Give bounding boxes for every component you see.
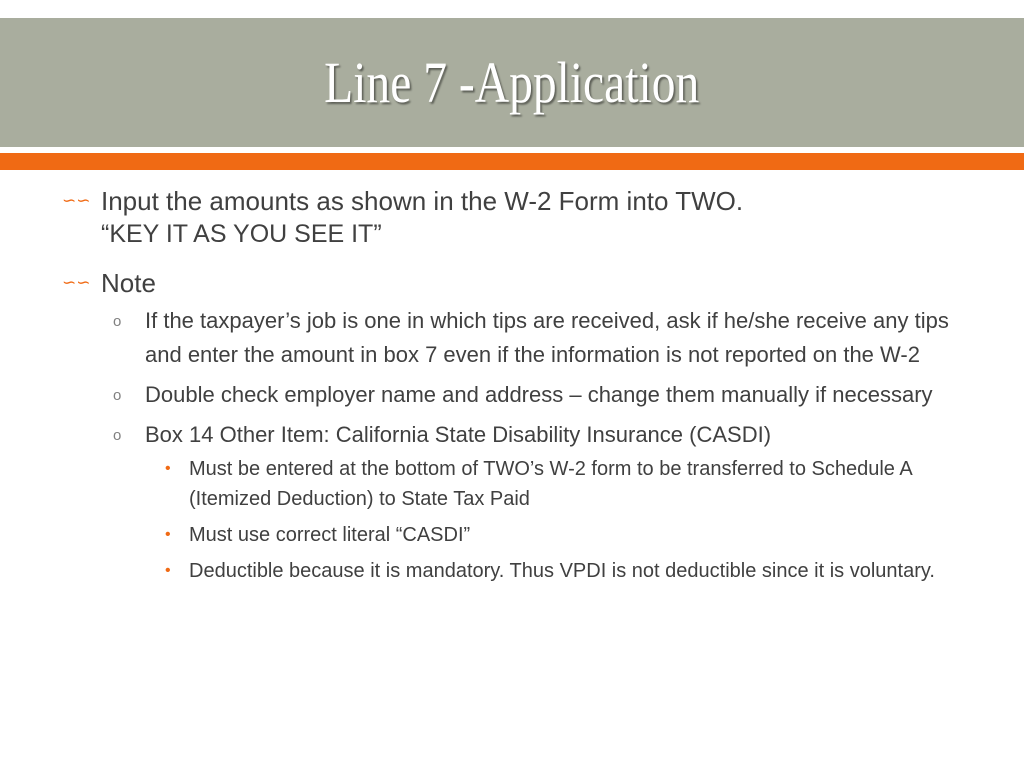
dot-bullet-icon: • (165, 526, 171, 543)
note-sublist (0, 304, 1024, 586)
sub-sub-item-text: Deductible because it is mandatory. Thus VPDI is not deductible since it is voluntary. (189, 560, 935, 582)
scroll-curl-icon: ∽∽ (62, 191, 91, 211)
sub-item-tips (0, 304, 1024, 372)
sub-item-employer (0, 378, 1024, 412)
sub-item-box14 (0, 418, 1024, 452)
sub-sub-item-text: Must be entered at the bottom of TWO’s W-2 form to be transferred to Schedule A (Itemized Deduction) to State Tax Paid (189, 458, 912, 510)
accent-bar (0, 153, 1024, 170)
slide-content (0, 185, 1024, 592)
sub-sub-item-text: Must use correct literal “CASDI” (189, 524, 471, 546)
box14-sublist (0, 454, 1024, 586)
bullet-text: Input the amounts as shown in the W-2 Form into TWO. (101, 186, 744, 216)
bullet-text: Note (101, 268, 156, 298)
bullet-subtext: “KEY IT AS YOU SEE IT” (101, 220, 382, 248)
dot-bullet-icon: • (165, 562, 171, 579)
sub-item-text: If the taxpayer’s job is one in which tips are received, ask if he/she receive any tips and enter the amount in box 7 even if the information is not reported on the W-2 (145, 308, 949, 367)
bullet-input-amounts (0, 185, 1024, 251)
sub-item-text: Box 14 Other Item: California State Disability Insurance (CASDI) (145, 422, 772, 447)
circle-bullet-icon: o (113, 427, 122, 444)
circle-bullet-icon: o (113, 313, 122, 330)
scroll-curl-icon: ∽∽ (62, 273, 91, 293)
bullet-note (0, 267, 1024, 300)
sub-sub-item-casdi-literal (0, 520, 1024, 550)
title-band (0, 18, 1024, 147)
sub-sub-item-deductible (0, 556, 1024, 586)
circle-bullet-icon: o (113, 387, 122, 404)
slide-title: Line 7 -Application (324, 50, 700, 115)
sub-item-text: Double check employer name and address – change them manually if necessary (145, 382, 933, 407)
sub-sub-item-schedule-a (0, 454, 1024, 514)
dot-bullet-icon: • (165, 460, 171, 477)
